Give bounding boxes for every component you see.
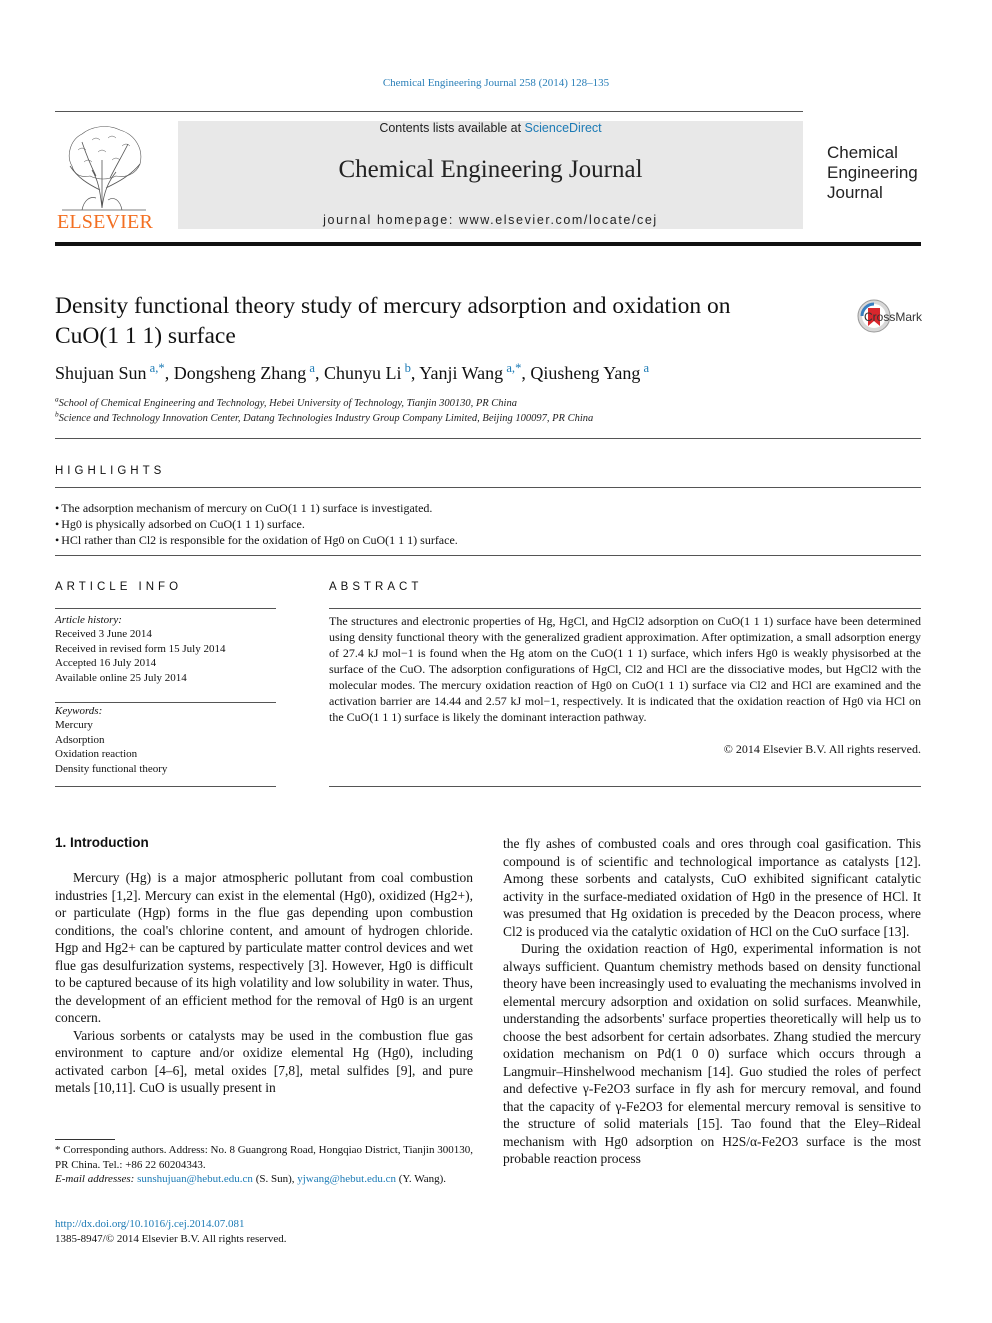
- history-item: Received in revised form 15 July 2014: [55, 642, 226, 655]
- header-rule: [55, 111, 803, 112]
- highlight-item: • Hg0 is physically adsorbed on CuO(1 1 1) surface.: [55, 516, 458, 532]
- body-column-left: [55, 869, 473, 1097]
- keyword-item: Adsorption: [55, 733, 105, 746]
- divider: [55, 555, 921, 556]
- keyword-item: Mercury: [55, 719, 93, 732]
- email-line: [55, 1172, 473, 1187]
- body-column-right: [503, 835, 921, 1168]
- cover-title-line: Engineering: [827, 163, 918, 182]
- history-item: Received 3 June 2014: [55, 628, 152, 641]
- author-name[interactable]: Yanji Wang: [419, 363, 504, 383]
- affiliation-mark[interactable]: b: [404, 361, 411, 375]
- email-label: E-mail addresses:: [55, 1173, 135, 1185]
- author-name[interactable]: Dongsheng Zhang: [173, 363, 307, 383]
- highlights-heading: HIGHLIGHTS: [55, 465, 166, 477]
- divider: [329, 608, 921, 609]
- divider: [55, 608, 276, 609]
- sciencedirect-link[interactable]: ScienceDirect: [524, 121, 602, 135]
- body-paragraph: During the oxidation reaction of Hg0, experimental information is not always sufficient. Quantum chemistry methods based on density functional theory have been increasingly used to evaluating the mechanisms involved in elemental mercury adsorption and oxidation on solid surfaces. Meanwhile, understanding the adsorbents' surface properties theoretically will help us to choose the best adsorbent for certain adsorbates. Zhang studied the mercury oxidation mechanism on Pd(1 0 0) surface which occurs through a Langmuir–Hinshelwood mechanism [14]. Guo studied the roles of perfect and defective γ-Fe2O3 surface in fly ash for mercury removal, and found that the capacity of γ-Fe2O3 for elemental mercury removal is sensitive to the structure of solid materials [15]. Tao found that the Eley–Rideal mechanism with Hg0 adsorption on H2S/α-Fe2O3 surface is the most probable reaction process: [503, 941, 921, 1166]
- corresponding-author-note: * Corresponding authors. Address: No. 8 Guangrong Road, Hongqiao District, Tianjin 300130, PR China. Tel.: +86 22 60204343.: [55, 1144, 473, 1171]
- copyright-notice: © 2014 Elsevier B.V. All rights reserved.: [723, 742, 921, 756]
- affiliation-mark[interactable]: a: [643, 361, 650, 375]
- divider: [55, 487, 921, 488]
- affiliation-item: $^b$Science and Technology Innovation Center, Datang Technologies Industry Group Company Limited, Beijing 100097, PR China: [55, 409, 594, 424]
- keywords-label: Keywords:: [55, 705, 103, 717]
- journal-name: Chemical Engineering Journal: [338, 156, 643, 183]
- contents-prefix: Contents lists available at: [379, 121, 525, 135]
- divider: [329, 786, 921, 787]
- journal-homepage[interactable]: journal homepage: www.elsevier.com/locate/cej: [323, 213, 658, 227]
- divider: [55, 702, 276, 703]
- email-link[interactable]: sunshujuan@hebut.edu.cn: [137, 1173, 253, 1185]
- masthead-bottom-rule: [55, 242, 921, 246]
- email-owner: (Y. Wang).: [398, 1173, 447, 1185]
- history-item: Accepted 16 July 2014: [55, 657, 157, 670]
- section-heading: 1. Introduction: [55, 835, 149, 850]
- author-name[interactable]: Shujuan Sun: [55, 363, 147, 383]
- article-title: Density functional theory study of mercury adsorption and oxidation on CuO(1 1 1) surface: [55, 293, 731, 349]
- email-link[interactable]: yjwang@hebut.edu.cn: [297, 1173, 396, 1185]
- keywords: [55, 704, 276, 776]
- crossmark-label[interactable]: CrossMark: [864, 310, 923, 324]
- footnote-rule: [55, 1139, 115, 1140]
- contents-line: [178, 121, 803, 135]
- highlight-item: • The adsorption mechanism of mercury on CuO(1 1 1) surface is investigated.: [55, 500, 458, 516]
- body-paragraph: Various sorbents or catalysts may be used in the combustion flue gas environment to capture and/or oxidize elemental Hg (Hg0), including activated carbon [4–6], metal oxides [7,8], metal sulfides [9], and pure metals [10,11]. CuO is usually present in: [55, 1027, 473, 1095]
- author-name[interactable]: Qiusheng Yang: [530, 363, 641, 383]
- highlights-list: [55, 500, 458, 548]
- history-item: Available online 25 July 2014: [55, 671, 187, 684]
- abstract-heading: ABSTRACT: [329, 581, 423, 593]
- keyword-item: Oxidation reaction: [55, 748, 138, 761]
- abstract-text: The structures and electronic properties of Hg, HgCl, and HgCl2 adsorption on CuO(1 1 1) surface have been determined using density functional theory with the generalized gradient approximation. After optimization, a small adsorption energy of 27.4 kJ mol−1 is found when the Hg atom on the CuO(1 1 1) surface, which infers Hg0 is weakly physisorbed at the surface of the CuO. The adsorption configurations of HgCl, Cl2 and HCl are the dissociative modes, but HgCl2 with the molecular modes. The mercury oxidation reaction of Hg0 on CuO(1 1 1) surface via Cl2 and HCl are examined and the activation barrier are 14.44 and 2.57 kJ mol−1, respectively. It is indicated that the oxidation reaction of Hg0 via HCl on the CuO(1 1 1) surface is likely the dominant interaction pathway.: [329, 614, 921, 724]
- email-owner: (S. Sun),: [255, 1173, 295, 1185]
- author-list: Shujuan Sun $^{a,*}$, Dongsheng Zhang $^a$, Chunyu Li $^b$, Yanji Wang $^{a,*}$, Qiusheng Yang $^a$: [55, 361, 650, 383]
- article-info-heading: ARTICLE INFO: [55, 581, 183, 593]
- affiliation-mark[interactable]: a,*: [506, 361, 522, 375]
- body-paragraph: Mercury (Hg) is a major atmospheric pollutant from coal combustion industries [1,2]. Mercury can exist in the elemental (Hg0), oxidized (Hg2+), or particulate (Hgp) forms in the flue gas depending upon combustion conditions, the coal's chlorine content, and amount of hydrogen chloride. Hgp and Hg2+ can be captured by particulate matter control devices and wet flue gas desulfurization systems, respectively [3]. However, Hg0 is difficult to be captured because of its high volatility and low solubility in water. Thus, the development of an efficient method for the removal of Hg0 is an urgent concern.: [55, 870, 473, 1025]
- divider: [55, 786, 276, 787]
- divider: [55, 438, 921, 439]
- affiliation-mark[interactable]: a: [309, 361, 315, 375]
- issn-line: 1385-8947/© 2014 Elsevier B.V. All rights reserved.: [55, 1232, 287, 1245]
- highlight-item: • HCl rather than Cl2 is responsible for the oxidation of Hg0 on CuO(1 1 1) surface.: [55, 532, 458, 548]
- affiliation-mark[interactable]: a,*: [149, 361, 165, 375]
- body-paragraph: the fly ashes of combusted coals and ores through coal gasification. This compound is of scientific and technological importance as catalysts [12]. Among these sorbents and catalysts, CuO exhibited significant catalytic activity in the surface-mediated oxidation of Hg0 in the presence of HCl. It was presumed that Hg oxidation is preceded by the Deacon process, where Cl2 is produced via the catalytic oxidation of HCl on the CuO surface [13].: [503, 836, 921, 939]
- doi-block: [55, 1217, 287, 1246]
- journal-cover-title: [827, 143, 937, 203]
- cover-title-line: Chemical: [827, 143, 898, 162]
- journal-citation[interactable]: Chemical Engineering Journal 258 (2014) 128–135: [382, 77, 610, 89]
- footnotes: [55, 1143, 473, 1187]
- doi-link[interactable]: http://dx.doi.org/10.1016/j.cej.2014.07.081: [55, 1218, 245, 1230]
- elsevier-wordmark: ELSEVIER: [56, 211, 154, 233]
- affiliations: [55, 396, 593, 426]
- cover-title-line: Journal: [827, 183, 883, 202]
- history-label: Article history:: [55, 614, 122, 626]
- author-name[interactable]: Chunyu Li: [323, 363, 402, 383]
- keyword-item: Density functional theory: [55, 762, 168, 775]
- article-history: [55, 613, 276, 685]
- affiliation-item: $^a$School of Chemical Engineering and Technology, Hebei University of Technology, Tianjin 300130, PR China: [55, 394, 517, 409]
